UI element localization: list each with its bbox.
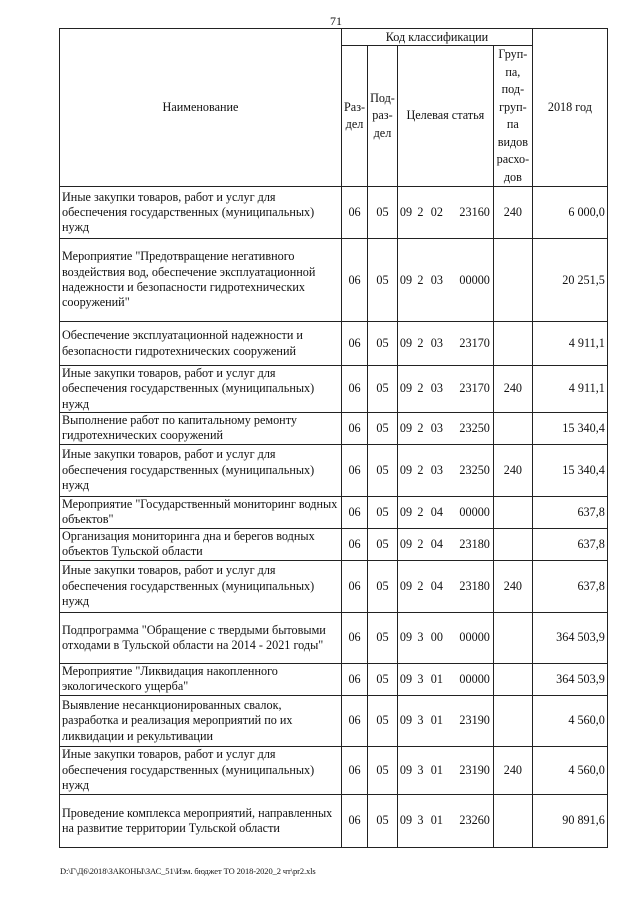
table-row — [60, 528, 608, 560]
row-amount: 15 340,4 — [532, 444, 607, 496]
target-program: 09 — [399, 536, 413, 551]
row-target-article — [397, 496, 493, 528]
row-subsection: 05 — [368, 496, 398, 528]
table-row — [60, 560, 608, 612]
target-main-event: 01 — [430, 671, 443, 686]
target-direction: 00000 — [459, 671, 490, 686]
row-subsection: 05 — [368, 187, 398, 239]
target-main-event: 00 — [430, 630, 443, 645]
target-direction: 00000 — [459, 504, 490, 519]
target-subprogram: 3 — [417, 671, 424, 686]
table-row — [60, 663, 608, 695]
table-row — [60, 239, 608, 322]
row-amount: 637,8 — [532, 496, 607, 528]
table-row — [60, 794, 608, 847]
header-name: Наименование — [60, 29, 342, 187]
target-main-event: 02 — [430, 205, 443, 219]
row-target-article — [397, 663, 493, 695]
target-direction: 23250 — [459, 420, 490, 435]
target-main-event: 03 — [430, 272, 443, 287]
row-amount: 364 503,9 — [532, 612, 607, 663]
row-amount: 20 251,5 — [532, 239, 607, 322]
target-subprogram: 3 — [417, 630, 424, 645]
row-amount: 637,8 — [532, 528, 607, 560]
row-subsection: 05 — [368, 695, 398, 746]
row-amount: 4 911,1 — [532, 366, 607, 413]
row-target-article — [397, 239, 493, 322]
row-section: 06 — [342, 794, 368, 847]
row-amount: 4 560,0 — [532, 746, 607, 794]
row-expense-type — [493, 695, 532, 746]
row-name: Выявление несанкционированных свалок, разработка и реализация мероприятий по их ликвидации и рекультивации — [60, 695, 342, 746]
row-section: 06 — [342, 663, 368, 695]
target-program: 09 — [399, 671, 413, 686]
target-program: 09 — [399, 272, 413, 287]
file-path-footer: D:\Г\Д6\2018\ЗАКОНЫ\ЗАС_51\Изм. бюджет ТО 2018-2020_2 чт\pr2.xls — [60, 866, 316, 876]
row-amount: 637,8 — [532, 560, 607, 612]
row-expense-type — [493, 496, 532, 528]
row-target-article — [397, 528, 493, 560]
row-expense-type — [493, 322, 532, 366]
row-name: Проведение комплекса мероприятий, направленных на развитие территории Тульской области — [60, 794, 342, 847]
row-expense-type — [493, 794, 532, 847]
target-program: 09 — [399, 205, 413, 219]
row-subsection: 05 — [368, 366, 398, 413]
target-direction: 23160 — [459, 205, 490, 219]
target-main-event: 04 — [430, 504, 443, 519]
table-row — [60, 496, 608, 528]
target-subprogram: 2 — [417, 462, 424, 477]
target-subprogram: 2 — [417, 381, 424, 396]
row-amount: 4 911,1 — [532, 322, 607, 366]
target-direction: 23180 — [459, 578, 490, 593]
target-direction: 23170 — [459, 336, 490, 350]
row-target-article — [397, 444, 493, 496]
row-section: 06 — [342, 560, 368, 612]
row-name: Иные закупки товаров, работ и услуг для обеспечения государственных (муниципальных) нужд — [60, 187, 342, 239]
row-subsection: 05 — [368, 444, 398, 496]
table-row — [60, 746, 608, 794]
target-program: 09 — [399, 713, 413, 728]
target-direction: 23170 — [459, 381, 490, 396]
table-row — [60, 412, 608, 444]
target-direction: 23260 — [459, 813, 490, 828]
row-section: 06 — [342, 366, 368, 413]
row-expense-type — [493, 612, 532, 663]
header-section: Раз- дел — [342, 46, 368, 187]
row-name: Иные закупки товаров, работ и услуг для обеспечения государственных (муниципальных) нужд — [60, 560, 342, 612]
target-direction: 00000 — [459, 272, 490, 287]
row-target-article — [397, 746, 493, 794]
target-main-event: 01 — [430, 762, 443, 777]
row-amount: 15 340,4 — [532, 412, 607, 444]
table-row — [60, 695, 608, 746]
row-expense-type — [493, 239, 532, 322]
target-subprogram: 2 — [417, 205, 424, 219]
row-target-article — [397, 794, 493, 847]
row-subsection: 05 — [368, 794, 398, 847]
row-expense-type: 240 — [493, 444, 532, 496]
target-program: 09 — [399, 336, 413, 350]
target-subprogram: 3 — [417, 813, 424, 828]
target-program: 09 — [399, 813, 413, 828]
row-name: Мероприятие "Ликвидация накопленного экологического ущерба" — [60, 663, 342, 695]
row-target-article — [397, 695, 493, 746]
budget-table — [59, 28, 608, 848]
table-row — [60, 322, 608, 366]
row-expense-type — [493, 528, 532, 560]
header-target-article: Целевая статья — [397, 46, 493, 187]
target-main-event: 03 — [430, 420, 443, 435]
row-section: 06 — [342, 187, 368, 239]
target-subprogram: 3 — [417, 762, 424, 777]
row-expense-type: 240 — [493, 560, 532, 612]
target-program: 09 — [399, 462, 413, 477]
row-section: 06 — [342, 412, 368, 444]
row-section: 06 — [342, 528, 368, 560]
target-subprogram: 2 — [417, 578, 424, 593]
target-subprogram: 2 — [417, 420, 424, 435]
row-name: Мероприятие "Государственный мониторинг водных объектов" — [60, 496, 342, 528]
target-program: 09 — [399, 420, 413, 435]
row-section: 06 — [342, 612, 368, 663]
target-main-event: 04 — [430, 578, 443, 593]
row-name: Мероприятие "Предотвращение негативного воздействия вод, обеспечение эксплуатационной надежности и безопасности гидротехнических сооружений" — [60, 239, 342, 322]
row-subsection: 05 — [368, 560, 398, 612]
target-direction: 00000 — [459, 630, 490, 645]
row-amount: 6 000,0 — [532, 187, 607, 239]
target-program: 09 — [399, 578, 413, 593]
row-section: 06 — [342, 496, 368, 528]
table-row — [60, 187, 608, 239]
row-section: 06 — [342, 746, 368, 794]
target-subprogram: 2 — [417, 504, 424, 519]
target-direction: 23180 — [459, 536, 490, 551]
row-target-article — [397, 560, 493, 612]
row-expense-type: 240 — [493, 187, 532, 239]
target-direction: 23190 — [459, 762, 490, 777]
row-target-article — [397, 322, 493, 366]
target-program: 09 — [399, 630, 413, 645]
row-expense-type: 240 — [493, 366, 532, 413]
row-name: Иные закупки товаров, работ и услуг для обеспечения государственных (муниципальных) нужд — [60, 444, 342, 496]
target-program: 09 — [399, 504, 413, 519]
row-expense-type — [493, 663, 532, 695]
row-subsection: 05 — [368, 528, 398, 560]
row-expense-type: 240 — [493, 746, 532, 794]
row-section: 06 — [342, 239, 368, 322]
target-main-event: 01 — [430, 813, 443, 828]
target-program: 09 — [399, 381, 413, 396]
row-name: Организация мониторинга дна и берегов водных объектов Тульской области — [60, 528, 342, 560]
row-name: Подпрограмма "Обращение с твердыми бытовыми отходами в Тульской области на 2014 - 2021 годы" — [60, 612, 342, 663]
table-row — [60, 366, 608, 413]
header-classification-code: Код классификации — [342, 29, 533, 46]
row-name: Обеспечение эксплуатационной надежности и безопасности гидротехнических сооружений — [60, 322, 342, 366]
header-year-2018: 2018 год — [532, 29, 607, 187]
row-section: 06 — [342, 322, 368, 366]
target-main-event: 03 — [430, 381, 443, 396]
row-expense-type — [493, 412, 532, 444]
target-subprogram: 2 — [417, 336, 424, 350]
target-program: 09 — [399, 762, 413, 777]
row-target-article — [397, 612, 493, 663]
row-amount: 4 560,0 — [532, 695, 607, 746]
target-subprogram: 2 — [417, 272, 424, 287]
row-subsection: 05 — [368, 239, 398, 322]
target-subprogram: 2 — [417, 536, 424, 551]
target-main-event: 03 — [430, 462, 443, 477]
target-main-event: 04 — [430, 536, 443, 551]
row-target-article — [397, 412, 493, 444]
row-name: Выполнение работ по капитальному ремонту гидротехнических сооружений — [60, 412, 342, 444]
target-direction: 23190 — [459, 713, 490, 728]
page-number: 71 — [330, 14, 342, 28]
row-subsection: 05 — [368, 612, 398, 663]
target-subprogram: 3 — [417, 713, 424, 728]
row-section: 06 — [342, 444, 368, 496]
row-amount: 90 891,6 — [532, 794, 607, 847]
row-name: Иные закупки товаров, работ и услуг для обеспечения государственных (муниципальных) нужд — [60, 366, 342, 413]
row-subsection: 05 — [368, 412, 398, 444]
row-subsection: 05 — [368, 663, 398, 695]
row-subsection: 05 — [368, 746, 398, 794]
target-main-event: 03 — [430, 336, 443, 350]
table-row — [60, 444, 608, 496]
header-subsection: Под- раз- дел — [368, 46, 398, 187]
row-amount: 364 503,9 — [532, 663, 607, 695]
table-row — [60, 612, 608, 663]
row-target-article — [397, 187, 493, 239]
target-direction: 23250 — [459, 462, 490, 477]
header-expense-type: Груп- па, под- груп- па видов расхо- дов — [493, 46, 532, 187]
target-main-event: 01 — [430, 713, 443, 728]
row-target-article — [397, 366, 493, 413]
row-section: 06 — [342, 695, 368, 746]
row-subsection: 05 — [368, 322, 398, 366]
row-name: Иные закупки товаров, работ и услуг для обеспечения государственных (муниципальных) нужд — [60, 746, 342, 794]
